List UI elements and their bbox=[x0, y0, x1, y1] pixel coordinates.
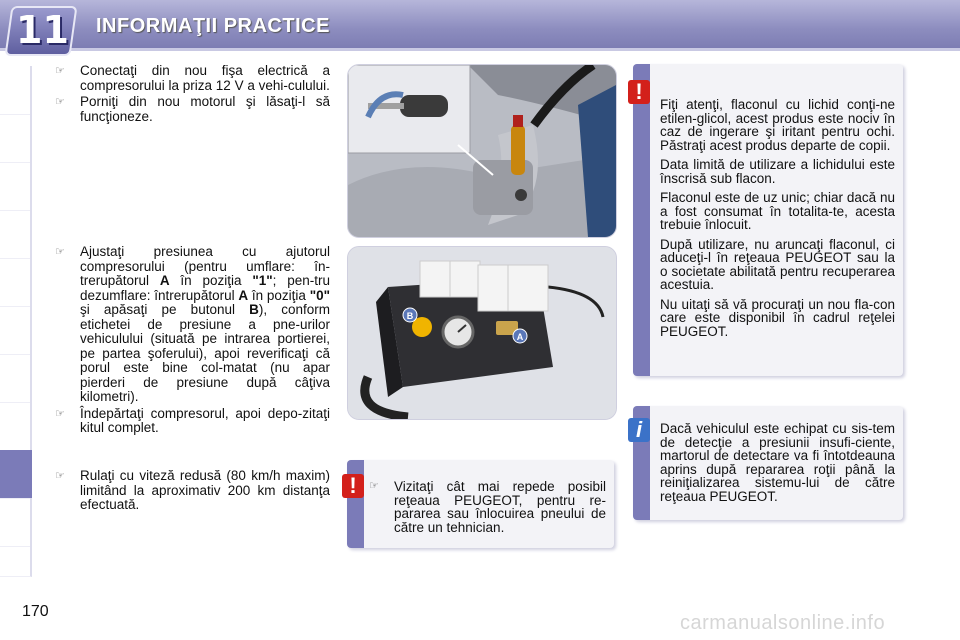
list-item-text: Vizitaţi cât mai repede posibil reţeaua PEUGEOT, pentru re-pararea sau înlocuirea pneului de către un tehnician. bbox=[394, 479, 606, 535]
note-stripe bbox=[633, 64, 650, 376]
compressor-illustration bbox=[348, 247, 616, 419]
info-note-tpms bbox=[633, 406, 903, 520]
list-item bbox=[55, 245, 330, 405]
chapter-tab[interactable] bbox=[0, 210, 32, 259]
chapter-tab[interactable] bbox=[0, 114, 32, 163]
chapter-tab[interactable] bbox=[0, 66, 32, 115]
watermark: carmanualsonline.info bbox=[680, 612, 886, 634]
note-paragraph: După utilizare, nu aruncaţi flaconul, ci aduceţi-l în reţeaua PEUGEOT sau la o societate abilitată pentru recuperarea acestuia. bbox=[660, 236, 895, 292]
chapter-tab[interactable] bbox=[0, 402, 32, 451]
list-item bbox=[55, 469, 330, 513]
header-divider bbox=[0, 48, 960, 51]
list-item-text: Îndepărtaţi compresorul, apoi depo-zitaţi kitul complet. bbox=[80, 405, 330, 435]
instructions-group-2 bbox=[55, 245, 330, 438]
note-paragraph: Fiţi atenţi, flaconul cu lichid conţi-ne etilen-glicol, acest produs este nociv în caz de ingerare şi iritant pentru ochi. Păstraţi acest produs departe de copii. bbox=[660, 97, 895, 153]
chapter-tab[interactable] bbox=[0, 546, 32, 577]
pointing-hand-icon: ☞ bbox=[55, 470, 65, 482]
note-paragraph: Nu uitaţi să vă procuraţi un nou fla-con care este disponibil în cadrul reţelei PEUGEOT. bbox=[660, 296, 895, 339]
chapter-number: 11 bbox=[16, 8, 69, 52]
compressor-photo bbox=[347, 246, 617, 420]
list-item bbox=[55, 95, 330, 124]
pointing-hand-icon: ☞ bbox=[55, 407, 65, 420]
chapter-tab[interactable] bbox=[0, 498, 32, 547]
warning-icon: ! bbox=[628, 80, 650, 104]
warning-note-repair-body bbox=[369, 480, 606, 536]
pointing-hand-icon: ☞ bbox=[55, 96, 65, 108]
list-item-text: Ajustaţi presiunea cu ajutorul compresorului (pentru umflare: în-trerupătorul A în poziţia "1"; pen-tru dezumflare: întrerupătorul A în poziţia "0" şi apăsaţi pe butonul B), conform etichetei de presiune a pne-urilor vehiculului (situată pe intrarea portierei, pe partea şoferului), apoi reverificaţi că porul este bine col-matat (nu apar pierderi de presiune după câţiva kilometri). bbox=[80, 244, 331, 404]
warning-note-sealant bbox=[633, 64, 903, 376]
warning-icon: ! bbox=[342, 474, 364, 498]
list-item-text: Porniţi din nou motorul şi lăsaţi-l să funcţioneze. bbox=[80, 94, 330, 124]
page-title: INFORMAŢII PRACTICE bbox=[96, 15, 330, 37]
note-paragraph: Flaconul este de uz unic; chiar dacă nu a fost consumat în totalita-te, acesta trebuie înlocuit. bbox=[660, 190, 895, 232]
info-icon: i bbox=[628, 418, 650, 442]
note-paragraph: Data limită de utilizare a lichidului este înscrisă sub flacon. bbox=[660, 157, 895, 186]
chapter-tab[interactable] bbox=[0, 162, 32, 211]
warning-note-repair bbox=[347, 460, 614, 548]
info-note-text: Dacă vehiculul este echipat cu sis-tem de detecţie a presiunii insufi-ciente, martorul de detectare va fi întotdeauna aprins după repararea roţii până la reiniţializarea sistemu-lui de către reţeaua PEUGEOT. bbox=[660, 421, 895, 504]
button-b-label: B bbox=[406, 311, 414, 321]
list-item-text: Conectaţi din nou fişa electrică a compresorului la priza 12 V a vehi-culului. bbox=[80, 63, 330, 93]
pointing-hand-icon: ☞ bbox=[55, 65, 65, 77]
list-item bbox=[55, 407, 330, 436]
instructions-group-3 bbox=[55, 469, 330, 515]
chapter-tab[interactable] bbox=[0, 306, 32, 355]
car-interior-photo bbox=[347, 64, 617, 238]
chapter-tab-active[interactable] bbox=[0, 450, 32, 499]
warning-note-text bbox=[660, 98, 895, 344]
list-item bbox=[369, 480, 606, 534]
pointing-hand-icon: ☞ bbox=[55, 246, 65, 258]
switch-a-label: A bbox=[516, 332, 524, 342]
instructions-group-1 bbox=[55, 64, 330, 126]
pointing-hand-icon: ☞ bbox=[369, 480, 379, 492]
chapter-tab[interactable] bbox=[0, 258, 32, 307]
chapter-tabs bbox=[0, 66, 32, 576]
car-interior-illustration bbox=[348, 65, 616, 237]
chapter-tab[interactable] bbox=[0, 354, 32, 403]
list-item bbox=[55, 64, 330, 93]
page-number: 170 bbox=[22, 603, 49, 620]
list-item-text: Rulaţi cu viteză redusă (80 km/h maxim) limitând la aproximativ 200 km distanţa efectuată. bbox=[80, 468, 330, 512]
